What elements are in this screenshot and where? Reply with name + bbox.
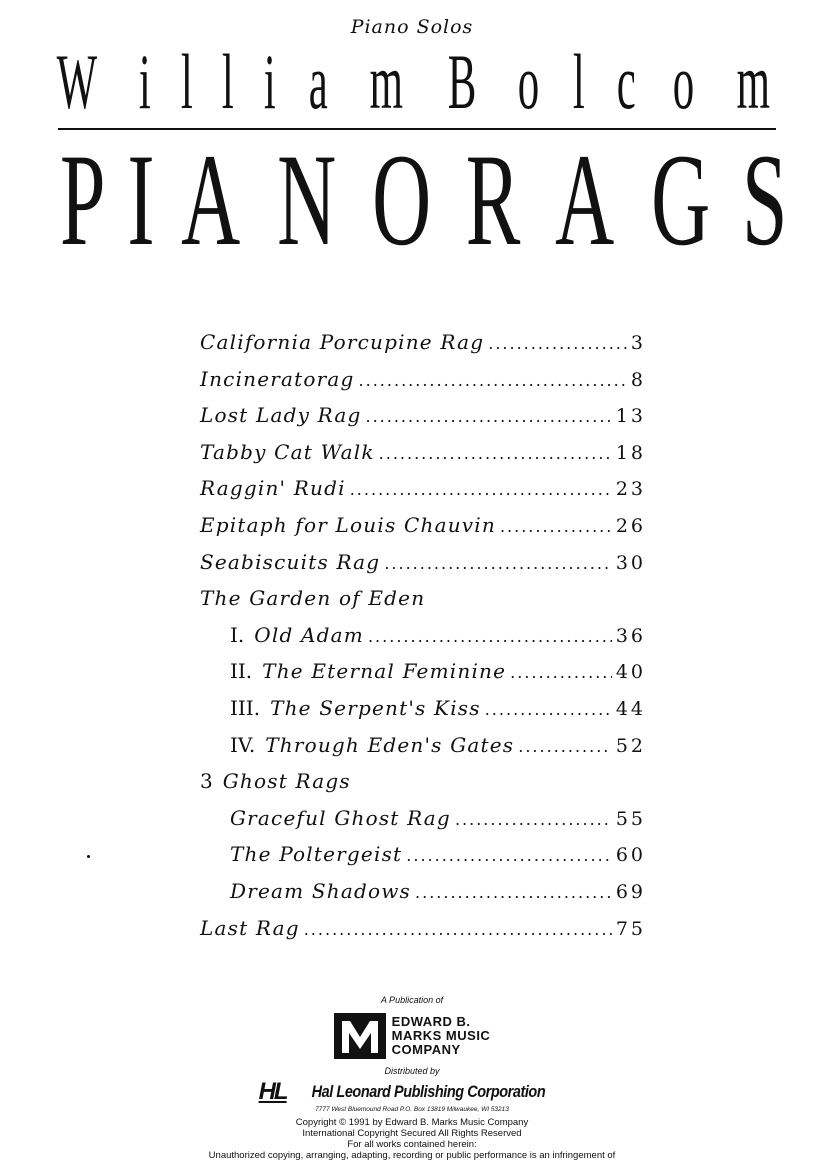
toc-entry bbox=[200, 769, 646, 806]
toc-entry-title: California Porcupine Rag bbox=[200, 330, 485, 354]
title-letter: N bbox=[276, 126, 336, 273]
composer-letter: B bbox=[448, 38, 477, 125]
toc-entry-title: The Eternal Feminine bbox=[262, 659, 507, 684]
copyright-notice: Copyright © 1991 by Edward B. Marks Music Company International Copyright Secured All Rights Reserved For all works contained herein: Unauthorized copying, arranging, adapting, recording or public performance is an infringement of bbox=[208, 1117, 616, 1161]
toc-leader-dots bbox=[366, 407, 612, 426]
toc-entry bbox=[200, 476, 646, 513]
toc-entry-title: Graceful Ghost Rag bbox=[230, 805, 451, 830]
title-letter: A bbox=[555, 126, 615, 273]
publisher-address: 7777 West Bluemound Road P.O. Box 13819 Milwaukee, WI 53213 bbox=[315, 1106, 509, 1113]
composer-letter: W bbox=[56, 38, 98, 125]
toc-entry-title: The Poltergeist bbox=[230, 842, 403, 867]
toc-entry bbox=[200, 440, 646, 477]
toc-entry-page: 69 bbox=[615, 880, 646, 903]
title-letter: P bbox=[59, 126, 106, 273]
marks-music-logo-block bbox=[334, 1011, 491, 1061]
table-of-contents bbox=[200, 330, 646, 952]
composer-letter: o bbox=[517, 38, 539, 125]
toc-entry-page: 52 bbox=[615, 734, 646, 757]
toc-entry-title: Tabby Cat Walk bbox=[200, 439, 375, 464]
toc-entry-title: Raggin' Rudi bbox=[200, 476, 346, 501]
toc-entry-title: The Serpent's Kiss bbox=[270, 695, 481, 720]
toc-leader-dots bbox=[518, 737, 612, 756]
composer-letter: a bbox=[308, 38, 328, 125]
toc-entry-title: Incineratorag bbox=[200, 366, 355, 391]
toc-entry bbox=[200, 330, 646, 367]
toc-leader-dots bbox=[455, 810, 612, 829]
toc-leader-dots bbox=[485, 700, 612, 719]
book-title bbox=[46, 126, 788, 273]
composer-letter: c bbox=[617, 38, 637, 125]
toc-leader-dots bbox=[379, 444, 612, 463]
toc-entry bbox=[200, 659, 646, 696]
toc-entry-number: I. bbox=[230, 622, 245, 647]
toc-entry-page: 18 bbox=[615, 441, 646, 464]
series-label: Piano Solos bbox=[350, 16, 474, 38]
toc-entry-title: Last Rag bbox=[200, 915, 300, 940]
toc-leader-dots bbox=[304, 920, 612, 939]
toc-entry bbox=[200, 806, 646, 843]
toc-entry-title: The Garden of Eden bbox=[200, 586, 426, 611]
toc-entry-title: Through Eden's Gates bbox=[265, 732, 515, 757]
stray-mark bbox=[87, 855, 90, 858]
composer-letter: l bbox=[572, 38, 585, 125]
toc-entry-title: Ghost Rags bbox=[222, 769, 351, 794]
toc-entry-page: 26 bbox=[615, 514, 646, 537]
composer-letter: m bbox=[736, 38, 771, 125]
toc-leader-dots bbox=[488, 334, 627, 353]
composer-letter: i bbox=[263, 38, 276, 125]
toc-entry bbox=[200, 879, 646, 916]
composer-letter: i bbox=[138, 38, 151, 125]
toc-entry-number: III. bbox=[230, 695, 261, 720]
toc-entry-page: 23 bbox=[615, 478, 646, 501]
title-letter: S bbox=[742, 126, 788, 273]
composer-name bbox=[40, 40, 784, 124]
toc-entry bbox=[200, 367, 646, 404]
toc-leader-dots bbox=[368, 627, 612, 646]
toc-entry-page: 8 bbox=[630, 368, 646, 391]
toc-entry-page: 55 bbox=[615, 807, 646, 830]
toc-entry-title: Dream Shadows bbox=[230, 878, 412, 903]
toc-entry-title: Lost Lady Rag bbox=[200, 403, 362, 428]
composer-letter: m bbox=[369, 38, 403, 125]
composer-letter: l bbox=[180, 38, 193, 125]
toc-leader-dots bbox=[510, 663, 612, 682]
title-letter: R bbox=[466, 126, 521, 273]
toc-leader-dots bbox=[350, 480, 612, 499]
toc-entry bbox=[200, 513, 646, 550]
toc-entry bbox=[200, 403, 646, 440]
toc-entry bbox=[200, 550, 646, 587]
marks-music-logo-icon bbox=[334, 1011, 386, 1061]
toc-entry-page: 36 bbox=[615, 624, 646, 647]
toc-entry-number: 3 bbox=[200, 769, 213, 794]
toc-entry-title: Epitaph for Louis Chauvin bbox=[200, 512, 496, 537]
toc-entry-page: 13 bbox=[615, 405, 646, 428]
toc-leader-dots bbox=[415, 883, 612, 902]
toc-leader-dots bbox=[500, 517, 612, 536]
toc-entry bbox=[200, 696, 646, 733]
title-letter: O bbox=[372, 126, 432, 273]
toc-entry bbox=[200, 623, 646, 660]
composer-letter: l bbox=[222, 38, 235, 125]
hal-leonard-block bbox=[259, 1078, 566, 1106]
toc-entry-page: 60 bbox=[615, 844, 646, 867]
title-letter: G bbox=[650, 126, 710, 273]
publisher-block bbox=[0, 995, 824, 1161]
toc-entry bbox=[200, 733, 646, 770]
toc-entry-title: Old Adam bbox=[254, 622, 364, 647]
hal-leonard-name: Hal Leonard Publishing Corporation bbox=[311, 1082, 545, 1101]
toc-leader-dots bbox=[359, 371, 627, 390]
publication-of-label: A Publication of bbox=[380, 995, 444, 1005]
toc-entry-page: 30 bbox=[615, 551, 646, 574]
hal-leonard-logo-icon: HL bbox=[258, 1078, 287, 1105]
toc-entry bbox=[200, 842, 646, 879]
toc-entry-page: 3 bbox=[630, 332, 646, 354]
toc-entry-number: IV. bbox=[230, 732, 256, 757]
toc-leader-dots bbox=[406, 846, 612, 865]
composer-letter: o bbox=[672, 38, 695, 125]
distributed-by-label: Distributed by bbox=[384, 1066, 440, 1076]
toc-entry-page: 44 bbox=[615, 697, 646, 720]
toc-leader-dots bbox=[384, 554, 612, 573]
toc-entry-page: 75 bbox=[615, 917, 646, 940]
title-letter: I bbox=[127, 126, 156, 273]
toc-entry bbox=[200, 586, 646, 623]
title-letter: A bbox=[181, 126, 241, 273]
toc-entry-title: Seabiscuits Rag bbox=[200, 549, 381, 574]
marks-music-name: EDWARD B. MARKS MUSIC COMPANY bbox=[391, 1014, 491, 1057]
toc-entry-page: 40 bbox=[615, 661, 646, 684]
toc-entry bbox=[200, 916, 646, 953]
toc-entry-number: II. bbox=[230, 659, 253, 684]
